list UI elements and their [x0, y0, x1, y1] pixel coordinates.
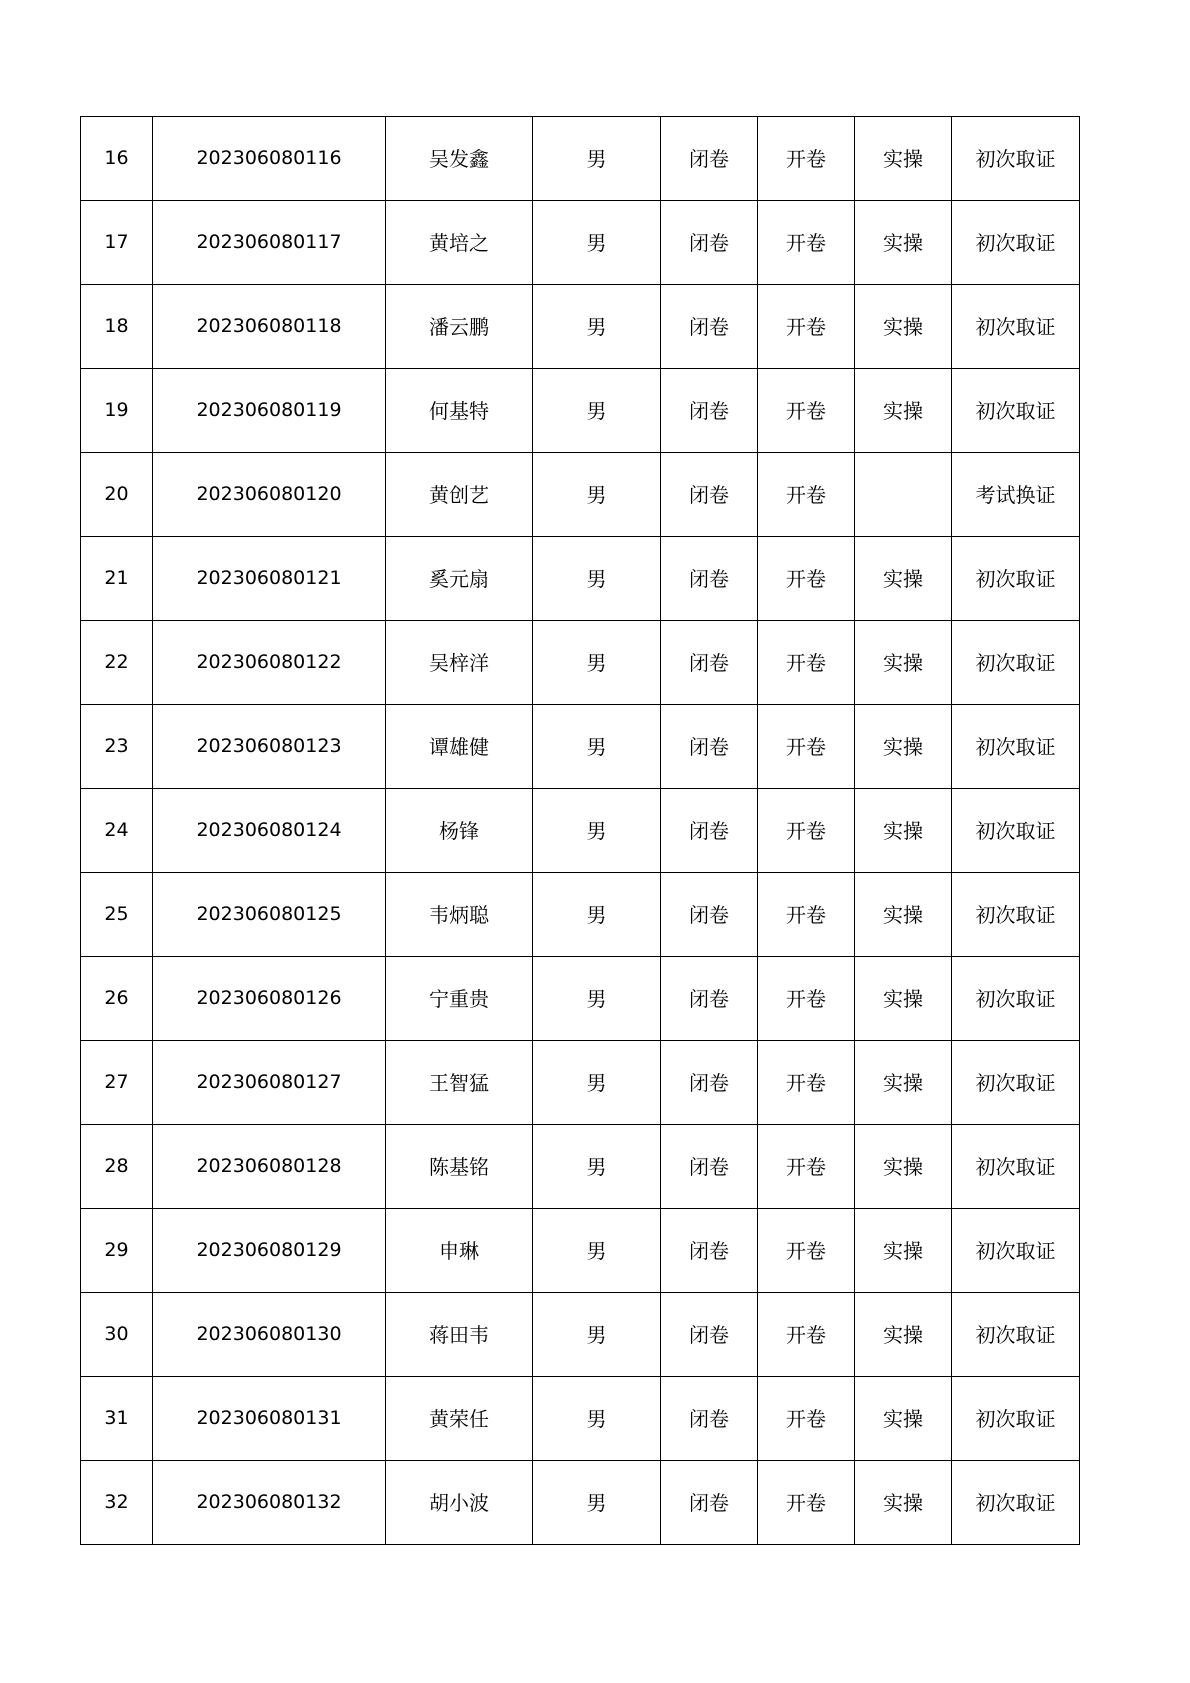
gender-cell: 男: [533, 117, 661, 201]
open-book-cell: 开卷: [758, 1125, 855, 1209]
table-row: [81, 285, 1080, 369]
closed-book-cell: 闭卷: [661, 1293, 758, 1377]
practical-cell: [855, 453, 952, 537]
id-cell: 202306080121: [153, 537, 386, 621]
id-cell: 202306080124: [153, 789, 386, 873]
gender-cell: 男: [533, 621, 661, 705]
table-row: [81, 117, 1080, 201]
table-row: [81, 1041, 1080, 1125]
practical-cell: 实操: [855, 1293, 952, 1377]
practical-cell: 实操: [855, 705, 952, 789]
cert-type-cell: 初次取证: [952, 201, 1080, 285]
cert-type-cell: 初次取证: [952, 705, 1080, 789]
name-cell: 谭雄健: [386, 705, 533, 789]
id-cell: 202306080129: [153, 1209, 386, 1293]
gender-cell: 男: [533, 201, 661, 285]
practical-cell: 实操: [855, 285, 952, 369]
practical-cell: 实操: [855, 789, 952, 873]
closed-book-cell: 闭卷: [661, 369, 758, 453]
closed-book-cell: 闭卷: [661, 537, 758, 621]
gender-cell: 男: [533, 789, 661, 873]
open-book-cell: 开卷: [758, 369, 855, 453]
name-cell: 王智猛: [386, 1041, 533, 1125]
practical-cell: 实操: [855, 537, 952, 621]
open-book-cell: 开卷: [758, 285, 855, 369]
name-cell: 陈基铭: [386, 1125, 533, 1209]
seq-cell: 16: [81, 117, 153, 201]
closed-book-cell: 闭卷: [661, 957, 758, 1041]
id-cell: 202306080116: [153, 117, 386, 201]
open-book-cell: 开卷: [758, 117, 855, 201]
open-book-cell: 开卷: [758, 1293, 855, 1377]
cert-type-cell: 初次取证: [952, 1461, 1080, 1545]
name-cell: 吴发鑫: [386, 117, 533, 201]
closed-book-cell: 闭卷: [661, 621, 758, 705]
table-row: [81, 789, 1080, 873]
practical-cell: 实操: [855, 117, 952, 201]
practical-cell: 实操: [855, 1377, 952, 1461]
id-cell: 202306080122: [153, 621, 386, 705]
open-book-cell: 开卷: [758, 201, 855, 285]
table-row: [81, 1209, 1080, 1293]
cert-type-cell: 初次取证: [952, 1125, 1080, 1209]
closed-book-cell: 闭卷: [661, 201, 758, 285]
roster-table-body: [81, 117, 1080, 1545]
seq-cell: 17: [81, 201, 153, 285]
gender-cell: 男: [533, 1293, 661, 1377]
practical-cell: 实操: [855, 621, 952, 705]
practical-cell: 实操: [855, 873, 952, 957]
table-row: [81, 201, 1080, 285]
seq-cell: 29: [81, 1209, 153, 1293]
gender-cell: 男: [533, 1125, 661, 1209]
open-book-cell: 开卷: [758, 873, 855, 957]
table-row: [81, 873, 1080, 957]
practical-cell: 实操: [855, 369, 952, 453]
closed-book-cell: 闭卷: [661, 705, 758, 789]
open-book-cell: 开卷: [758, 537, 855, 621]
table-row: [81, 705, 1080, 789]
id-cell: 202306080123: [153, 705, 386, 789]
cert-type-cell: 初次取证: [952, 1041, 1080, 1125]
gender-cell: 男: [533, 285, 661, 369]
cert-type-cell: 初次取证: [952, 789, 1080, 873]
open-book-cell: 开卷: [758, 705, 855, 789]
name-cell: 黄荣任: [386, 1377, 533, 1461]
open-book-cell: 开卷: [758, 957, 855, 1041]
table-row: [81, 621, 1080, 705]
seq-cell: 31: [81, 1377, 153, 1461]
roster-table: [80, 116, 1080, 1545]
table-row: [81, 1125, 1080, 1209]
name-cell: 胡小波: [386, 1461, 533, 1545]
practical-cell: 实操: [855, 957, 952, 1041]
cert-type-cell: 初次取证: [952, 1293, 1080, 1377]
practical-cell: 实操: [855, 1041, 952, 1125]
gender-cell: 男: [533, 369, 661, 453]
name-cell: 黄培之: [386, 201, 533, 285]
id-cell: 202306080128: [153, 1125, 386, 1209]
seq-cell: 28: [81, 1125, 153, 1209]
id-cell: 202306080127: [153, 1041, 386, 1125]
practical-cell: 实操: [855, 1125, 952, 1209]
cert-type-cell: 初次取证: [952, 537, 1080, 621]
closed-book-cell: 闭卷: [661, 1209, 758, 1293]
closed-book-cell: 闭卷: [661, 1041, 758, 1125]
closed-book-cell: 闭卷: [661, 1377, 758, 1461]
gender-cell: 男: [533, 957, 661, 1041]
id-cell: 202306080132: [153, 1461, 386, 1545]
name-cell: 吴梓洋: [386, 621, 533, 705]
practical-cell: 实操: [855, 1461, 952, 1545]
table-row: [81, 1461, 1080, 1545]
table-row: [81, 453, 1080, 537]
cert-type-cell: 初次取证: [952, 1377, 1080, 1461]
open-book-cell: 开卷: [758, 1377, 855, 1461]
name-cell: 宁重贵: [386, 957, 533, 1041]
id-cell: 202306080118: [153, 285, 386, 369]
open-book-cell: 开卷: [758, 1041, 855, 1125]
name-cell: 黄创艺: [386, 453, 533, 537]
cert-type-cell: 初次取证: [952, 285, 1080, 369]
table-row: [81, 1293, 1080, 1377]
open-book-cell: 开卷: [758, 1209, 855, 1293]
gender-cell: 男: [533, 537, 661, 621]
open-book-cell: 开卷: [758, 621, 855, 705]
id-cell: 202306080126: [153, 957, 386, 1041]
seq-cell: 23: [81, 705, 153, 789]
id-cell: 202306080125: [153, 873, 386, 957]
cert-type-cell: 初次取证: [952, 873, 1080, 957]
open-book-cell: 开卷: [758, 1461, 855, 1545]
name-cell: 潘云鹏: [386, 285, 533, 369]
closed-book-cell: 闭卷: [661, 117, 758, 201]
cert-type-cell: 初次取证: [952, 369, 1080, 453]
open-book-cell: 开卷: [758, 453, 855, 537]
cert-type-cell: 考试换证: [952, 453, 1080, 537]
id-cell: 202306080120: [153, 453, 386, 537]
closed-book-cell: 闭卷: [661, 1461, 758, 1545]
seq-cell: 32: [81, 1461, 153, 1545]
table-row: [81, 1377, 1080, 1461]
seq-cell: 26: [81, 957, 153, 1041]
cert-type-cell: 初次取证: [952, 1209, 1080, 1293]
gender-cell: 男: [533, 705, 661, 789]
gender-cell: 男: [533, 1041, 661, 1125]
cert-type-cell: 初次取证: [952, 117, 1080, 201]
open-book-cell: 开卷: [758, 789, 855, 873]
closed-book-cell: 闭卷: [661, 285, 758, 369]
table-row: [81, 537, 1080, 621]
seq-cell: 25: [81, 873, 153, 957]
seq-cell: 21: [81, 537, 153, 621]
seq-cell: 22: [81, 621, 153, 705]
closed-book-cell: 闭卷: [661, 789, 758, 873]
closed-book-cell: 闭卷: [661, 453, 758, 537]
name-cell: 申琳: [386, 1209, 533, 1293]
name-cell: 奚元扇: [386, 537, 533, 621]
id-cell: 202306080131: [153, 1377, 386, 1461]
id-cell: 202306080117: [153, 201, 386, 285]
gender-cell: 男: [533, 453, 661, 537]
gender-cell: 男: [533, 1209, 661, 1293]
gender-cell: 男: [533, 1461, 661, 1545]
table-row: [81, 369, 1080, 453]
id-cell: 202306080130: [153, 1293, 386, 1377]
seq-cell: 20: [81, 453, 153, 537]
name-cell: 韦炳聪: [386, 873, 533, 957]
seq-cell: 27: [81, 1041, 153, 1125]
name-cell: 何基特: [386, 369, 533, 453]
closed-book-cell: 闭卷: [661, 873, 758, 957]
practical-cell: 实操: [855, 1209, 952, 1293]
closed-book-cell: 闭卷: [661, 1125, 758, 1209]
seq-cell: 19: [81, 369, 153, 453]
id-cell: 202306080119: [153, 369, 386, 453]
seq-cell: 18: [81, 285, 153, 369]
gender-cell: 男: [533, 873, 661, 957]
seq-cell: 30: [81, 1293, 153, 1377]
cert-type-cell: 初次取证: [952, 621, 1080, 705]
name-cell: 蒋田韦: [386, 1293, 533, 1377]
table-row: [81, 957, 1080, 1041]
gender-cell: 男: [533, 1377, 661, 1461]
cert-type-cell: 初次取证: [952, 957, 1080, 1041]
practical-cell: 实操: [855, 201, 952, 285]
seq-cell: 24: [81, 789, 153, 873]
name-cell: 杨锋: [386, 789, 533, 873]
